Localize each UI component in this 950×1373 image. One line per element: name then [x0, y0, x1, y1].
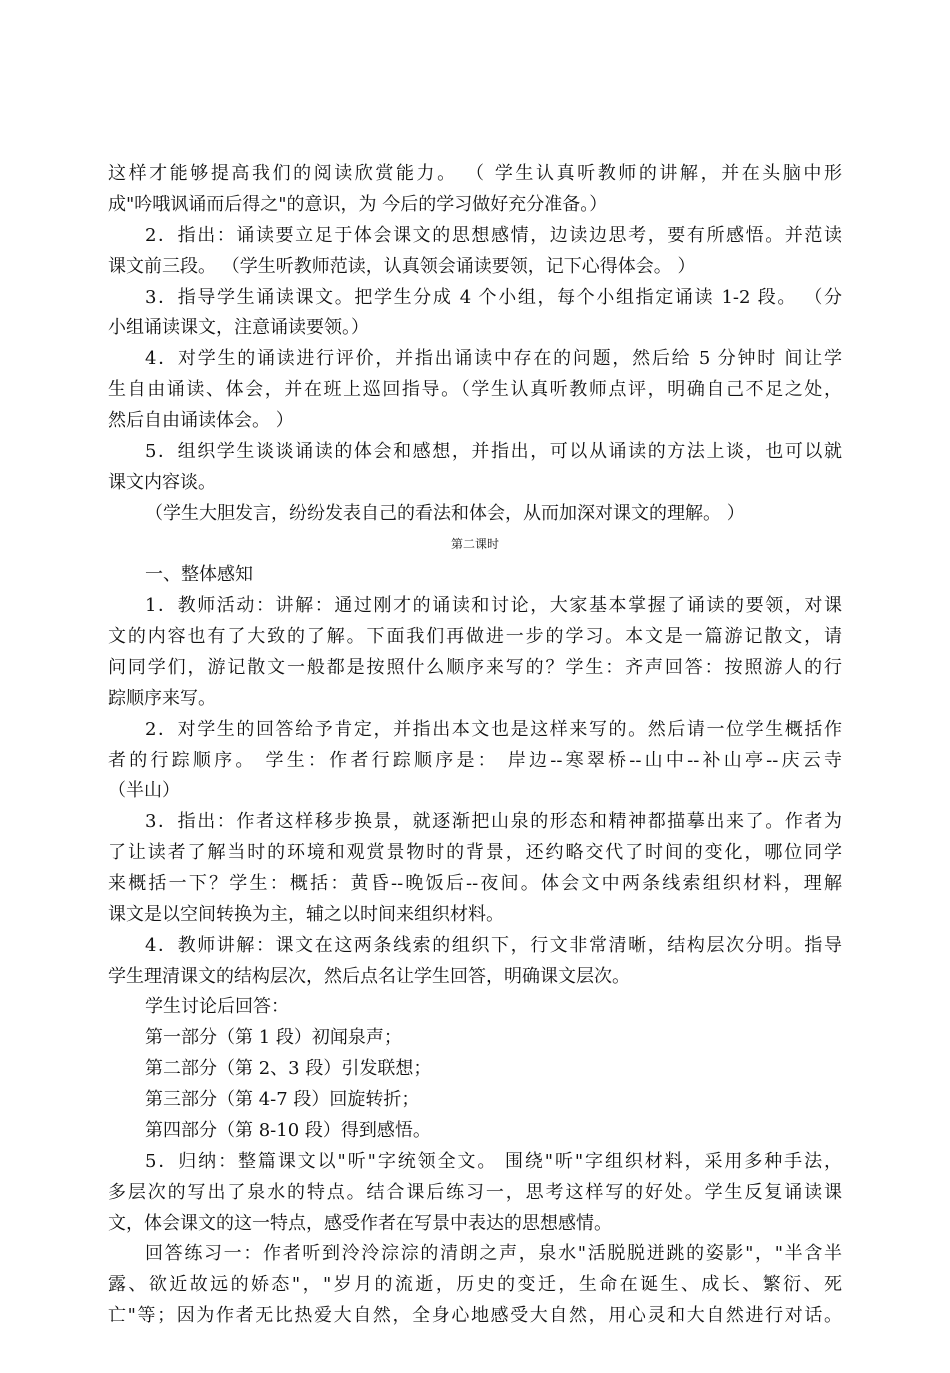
text-line: （半山）: [108, 780, 180, 801]
text-line: 文的内容也有了大致的了解。下面我们再做进一步的学习。本文是一篇游记散文，请: [108, 626, 842, 647]
list-item: 第二部分（第 2、3 段）引发联想；: [145, 1058, 432, 1079]
text-line: 露、欲近故远的娇态"，"岁月的流逝，历史的变迁，生命在诞生、成长、繁衍、死: [108, 1274, 842, 1295]
text-line: 2．对学生的回答给予肯定，并指出本文也是这样来写的。然后请一位学生概括作: [145, 719, 842, 740]
text-line: 2．指出：诵读要立足于体会课文的思想感情，边读边思考，要有所感悟。并范读: [145, 225, 842, 246]
text-line: 学生讨论后回答：: [145, 996, 289, 1017]
text-line: 这样才能够提高我们的阅读欣赏能力。 （ 学生认真听教师的讲解，并在头脑中形: [108, 163, 842, 184]
subsection-heading: 一、整体感知: [145, 564, 253, 585]
text-line: 了让读者了解当时的环境和观赏景物时的背景，还约略交代了时间的变化，哪位同学: [108, 842, 842, 863]
list-item: 第四部分（第 8-10 段）得到感悟。: [145, 1120, 431, 1141]
text-line: 课文是以空间转换为主，辅之以时间来组织材料。: [108, 904, 504, 925]
text-line: 3．指导学生诵读课文。把学生分成 4 个小组，每个小组指定诵读 1-2 段。 （分: [145, 287, 842, 308]
text-line: 成"吟哦讽诵而后得之"的意识，为 今后的学习做好充分准备。）: [108, 194, 608, 215]
text-line: 文，体会课文的这一特点，感受作者在写景中表达的思想感情。: [108, 1213, 612, 1234]
list-item: 第一部分（第 1 段）初闻泉声；: [145, 1027, 402, 1048]
text-line: 问同学们，游记散文一般都是按照什么顺序来写的？学生：齐声回答：按照游人的行: [108, 657, 842, 678]
text-line: 4．教师讲解：课文在这两条线索的组织下，行文非常清晰，结构层次分明。指导: [145, 935, 842, 956]
section-heading: 第二课时: [450, 537, 499, 551]
text-line: 课文前三段。 （学生听教师范读，认真领会诵读要领，记下心得体会。 ）: [108, 256, 696, 277]
text-line: 5．归纳：整篇课文以"听"字统领全文。 围绕"听"字组织材料，采用多种手法，: [145, 1151, 842, 1172]
text-line: 课文内容谈。: [108, 472, 216, 493]
text-line: 学生理清课文的结构层次，然后点名让学生回答，明确课文层次。: [108, 966, 630, 987]
text-line: 多层次的写出了泉水的特点。结合课后练习一，思考这样写的好处。学生反复诵读课: [108, 1182, 842, 1203]
text-line: 然后自由诵读体会。 ）: [108, 410, 294, 431]
text-line: 1．教师活动：讲解：通过刚才的诵读和讨论，大家基本掌握了诵读的要领，对课: [145, 595, 842, 616]
text-line: 回答练习一：作者听到泠泠淙淙的清朗之声，泉水"活脱脱迸跳的姿影"，"半含半: [145, 1243, 842, 1264]
text-line: 3．指出：作者这样移步换景，就逐渐把山泉的形态和精神都描摹出来了。作者为: [145, 811, 842, 832]
text-line: 小组诵读课文，注意诵读要领。）: [108, 317, 369, 338]
text-line: 亡"等；因为作者无比热爱大自然，全身心地感受大自然，用心灵和大自然进行对话。: [108, 1305, 842, 1326]
text-line: （学生大胆发言，纷纷发表自己的看法和体会，从而加深对课文的理解。 ）: [145, 503, 745, 524]
text-line: 生自由诵读、体会，并在班上巡回指导。（学生认真听教师点评，明确自己不足之处，: [108, 379, 842, 400]
text-line: 5．组织学生谈谈诵读的体会和感想，并指出，可以从诵读的方法上谈，也可以就: [145, 441, 842, 462]
text-line: 来概括一下？学生：概括：黄昏--晚饭后--夜间。体会文中两条线索组织材料，理解: [108, 873, 842, 894]
text-line: 踪顺序来写。: [108, 688, 216, 709]
text-line: 4．对学生的诵读进行评价，并指出诵读中存在的问题，然后给 5 分钟时 间让学: [145, 348, 842, 369]
list-item: 第三部分（第 4-7 段）回旋转折；: [145, 1089, 420, 1110]
text-line: 者的行踪顺序。 学生：作者行踪顺序是： 岸边--寒翠桥--山中--补山亭--庆云寺: [108, 750, 842, 771]
